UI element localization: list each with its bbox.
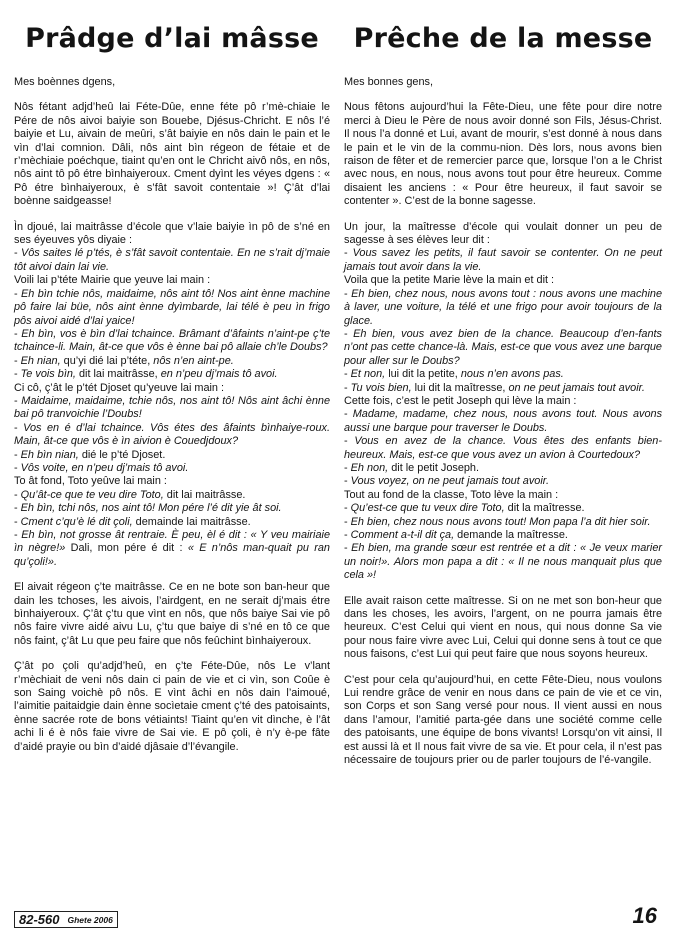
dialogue-line: - Eh bien, ma grande sœur est rentrée et a dit : « Je veux marier un noir!». Alors mon papa a dit : « Il ne nous manquait plus que cela »! [344,542,662,582]
patois-greeting: Mes boènnes dgens, [14,76,116,88]
dialogue-line: - Maidaime, maidaime, tchie nôs, nos aint tô! Nôs aint âchi ènne bai pô tranvoichie l’Doubs! [14,394,330,421]
dialogue-line: Cette fois, c’est le petit Joseph qui lève la main : [344,394,577,407]
dialogue-line: - Vous voyez, on ne peut jamais tout avoir. [344,475,550,488]
dialogue-line: To ât fond, Toto yeûve lai main : [14,475,167,488]
dialogue-line: - Et non, lui dit la petite, nous n’en avons pas. [344,368,564,381]
patois-body [14,76,330,754]
dialogue-line: Voila que la petite Marie lève la main et dit : [344,274,555,287]
edition-label: Ghete 2006 [67,914,113,925]
dialogue-line: Tout au fond de la classe, Toto lève la main : [344,488,559,501]
french-paragraph-2: Elle avait raison cette maîtresse. Si on ne met son bon-heur que dans les choses, les avoirs, l’argent, on ne pourra jamais être heureux. C’est Celui qui vient en nous, qui nous donne Sa vie pour nous faire vivre avec Lui, Celui qui donne sens à tout ce que nous faisons, c’est Lui qui peut faire que nous soyons heureux. [344,594,662,661]
french-paragraph-1: Nous fêtons aujourd’hui la Fête-Dieu, une fête pour dire notre merci à Dieu le Père de nous avoir donné son Fils, Jésus-Christ. Il nous l’a donné et Lui, avant de mourir, s’est donné à nous dans le pain et le vin de la commu-nion. Dès lors, nous avons bien raison de fêter et de remercier parce que, lorsque l’on a le Christ avec nous, en nous, nous avons tout pour être heureux. Comme disaient les anciens : « Pour être heureux, il faut savoir se contenter ». C’est de la bonne sagesse. [344,101,662,208]
dialogue-line: Un jour, la maîtresse d’école qui voulait donner un peu de sagesse à ses élèves leur dit : [344,220,662,247]
dialogue-line: - Eh nian, qu’yi dié lai p’téte, nôs n’en aint-pe. [14,354,234,367]
dialogue-line: - Eh bien, vous avez bien de la chance. Beaucoup d’en-fants n’ont pas cette chance-là. Mais, est-ce que vous avez une barque pour aller sur le Doubs? [344,327,662,367]
patois-paragraph-2: El aivait régeon ç’te maitrâsse. Ce en ne bote son ban-heur que dain les tchoses, les aivois, l’airdgent, en ne serait dj’mais étre bìnhaiyeroux. Ç’ât ç’tu que vìnt en nôs, que nôs baiye Sai vie pô nôs faire vivre aidé aivu Lu, ç’tu que baiye di s’né en tô ce que nôs faint, ç’ât Lu que peu faire que nôs feûchint bìnhaiyeroux. [14,581,330,647]
patois-paragraph-1: Nôs fétant adjd’heû lai Féte-Dûe, enne féte pô r’mè-chiaie le Pére de nôs aivoi baiyie son Bouebe, Djésus-Chricht. E nôs l’é baiyie et Lu, aivain de meûri, s’ât baiyie en nôs dain le pain et le vìn d’lai comnion. Dâli, nôs aint bìn régeon de fétaie et de r’mèchiaie poéchque, tiaint qu’en ont le Chricht aivô nôs, en nôs, nôs aint tô pô étre bìnhaiyeroux. Cment dyìnt les véyes dgens : « Pô étre bìnhaiyeroux, è s’fât savoit contentaie »! Ç’ât d’lai boènne saidgeasse! [14,101,330,208]
patois-column [14,0,330,766]
dialogue-line: - Cment c’qu’è lé dit çoli, demainde lai maitrâsse. [14,515,251,528]
dialogue-line: - Vôs voite, en n’peu dj’mais tô avoi. [14,461,189,474]
dialogue-line: - Vôs saites lé p’tés, è s’fât savoit contentaie. En ne s’rait dj’maie tôt aivoi dain lai vie. [14,247,331,273]
dialogue-line: - Qu’ât-ce que te veu dire Toto, dit lai maitrâsse. [14,488,246,501]
dialogue-line: - Tu vois bien, lui dit la maîtresse, on ne peut jamais tout avoir. [344,381,645,394]
dialogue-line: Voili lai p’téte Mairie que yeuve lai main : [14,274,211,287]
french-body [344,76,662,768]
footer-issue-box [14,911,118,928]
dialogue-line: - Eh bìn, not grosse ât rentraie. È peu, èl é dit : « Y veu mairiaie ìn nègre!» Dali, mon pére é dit : « E n’nôs man-quait pu ran qu’çoli!». [14,529,330,568]
dialogue-line: - Vos en é d’lai tchaince. Vôs étes des âfaints bìnhaiye-roux. Main, ât-ce que vôs è ìn aivion è Couedjdoux? [14,421,330,448]
dialogue-line: Ìn djoué, lai maitrâsse d’école que v’laie baiyie ìn pô de s’né en ses éyeuves yôs diyaie : [14,220,330,247]
patois-dialogue [14,221,330,570]
dialogue-line: - Eh bìn, vos è bìn d’lai tchaince. Brâmant d’âfaints n’aint-pe ç’te tchaince-li. Main, ât-ce que vôs è ènne bai pô allaie ch’le Doubs? [14,327,330,354]
dialogue-line: - Madame, madame, chez nous, nous avons tout. Nous avons aussi une barque pour traverser le Doubs. [344,408,663,434]
dialogue-line: Ci cô, ç’ât le p’tét Djoset qu’yeuve lai main : [14,381,225,394]
dialogue-line: - Eh bien, chez nous, nous avons tout : nous avons une machine à laver, une voiture, la télé et une frigo pour avoir toujours de la glace. [344,287,662,327]
dialogue-line: - Eh bìn, tchi nôs, nos aint tô! Mon pére l’é dit yie ât soi. [14,502,282,515]
patois-paragraph-3: Ç’ât po çoli qu’adjd’heû, en ç’te Féte-Dûe, nôs Le v’lant r’mèchiait de veni nôs dain ci pain de vie et ci vìn, son Coûe è son Saing voichè pô nôs. E vìnt âchi en nôs dain l’aimoué, l’aimitie paitaidgie dain ènne socìetaie cment ç’té des patoisaints, ènne sacrée rote de bons vétiaints! Tiaint qu’en vit dìnche, è l’ât achi li é è nôs faie vivre de Sai vie. E pô çoli, è n’y è-pe fâte d’aidé prayie ou bìn d’aidé djâsaie d’l’évangile. [14,660,330,753]
dialogue-line: - Eh bìn tchie nôs, maidaime, nôs aint tô! Nos aint ènne machine pô faire lai büe, nôs aint ènne dyìmbarde, lai télé è peu ìn frigo pôs aivoi aidé d’lai yaice! [14,287,330,327]
french-paragraph-3: C’est pour cela qu’aujourd’hui, en cette Fête-Dieu, nous voulons Lui rendre grâce de venir en nous dans ce pain de vie et ce vin, son Corps et son Sang versé pour nous. Il vient aussi en nous dans l’amour, l’amitié parta-gée dans une société comme celle des patoisants, une équipe de bons vivants! Lorsqu’on vit ainsi, Il est aussi là et Il nous fait vivre de sa vie. Et pour cela, il n’est pas nécessaire de toujours prier ou de parler toujours de l’é-vangile. [344,673,662,767]
dialogue-line: - Te vois bìn, dit lai maitrâsse, en n’peu dj’mais tô avoi. [14,368,278,381]
dialogue-line: - Comment a-t-il dit ça, demande la maîtresse. [344,529,568,541]
dialogue-line: - Eh bien, chez nous nous avons tout! Mon papa l’a dit hier soir. [344,515,651,528]
french-title: Prêche de la messe [353,23,653,54]
dialogue-line: - Vous savez les petits, il faut savoir se contenter. On ne peut jamais tout avoir dans la vie. [344,247,662,273]
dialogue-line: - Vous en avez de la chance. Vous êtes des enfants bien-heureux. Mais, est-ce que vous avez un avion à Courtedoux? [344,435,662,461]
french-column [344,0,662,780]
french-greeting: Mes bonnes gens, [344,76,433,88]
issue-code: 82-560 [19,912,60,927]
dialogue-line: - Qu’est-ce que tu veux dire Toto, dit la maîtresse. [344,502,585,515]
dialogue-line: - Eh bìn nian, dié le p’té Djoset. [14,448,166,461]
dialogue-line: - Eh non, dit le petit Joseph. [344,461,480,474]
french-dialogue [344,221,662,583]
patois-title: Prâdge d’lai mâsse [25,23,319,54]
page-number: 16 [632,903,657,928]
